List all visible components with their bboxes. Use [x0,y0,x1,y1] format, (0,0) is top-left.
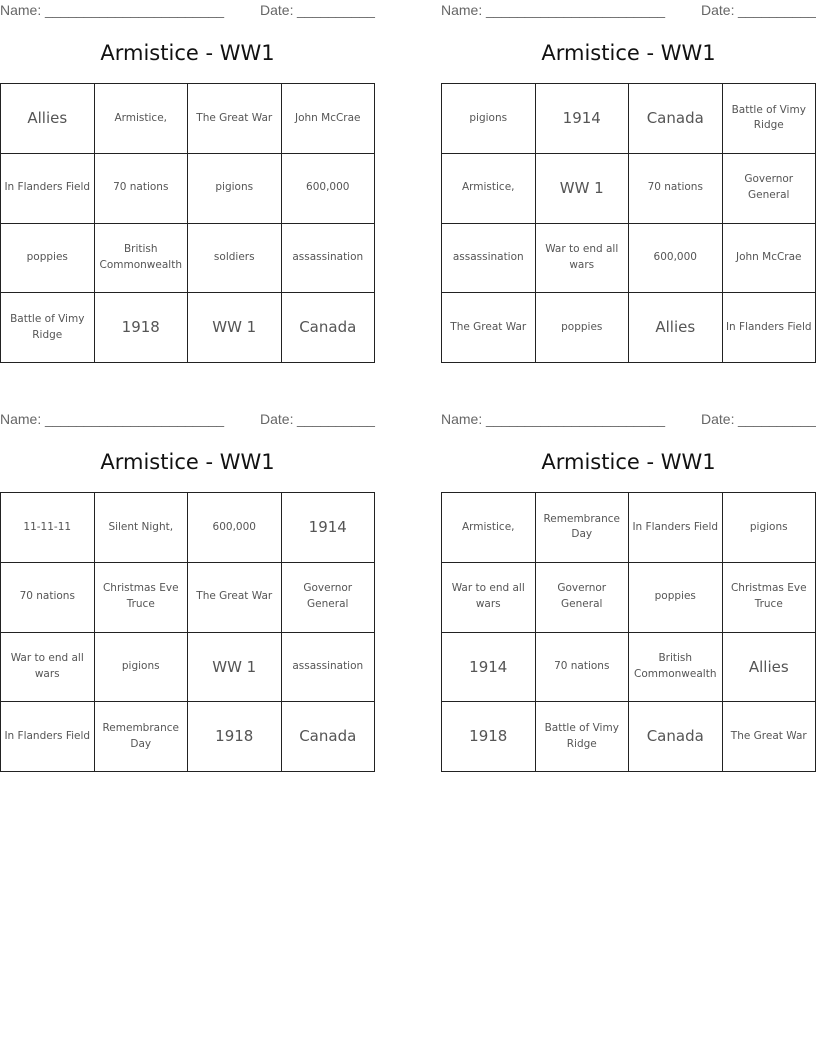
bingo-cell: poppies [629,563,723,633]
bingo-cell: Remembrance Day [95,702,189,772]
bingo-cell: Canada [629,84,723,154]
bingo-cell: WW 1 [188,293,282,363]
bingo-cell: Governor General [282,563,376,633]
bingo-cell: 70 nations [95,154,189,224]
bingo-cell: British Commonwealth [95,224,189,294]
bingo-cell: The Great War [723,702,816,772]
card-header [0,411,375,431]
bingo-cell: Battle of Vimy Ridge [536,702,630,772]
card-title: Armistice - WW1 [100,41,275,65]
name-field[interactable]: _______________________ [45,2,225,18]
bingo-cell: assassination [282,633,376,703]
bingo-cell: 1918 [442,702,536,772]
bingo-cell: 70 nations [1,563,95,633]
card-title: Armistice - WW1 [100,450,275,474]
card-header [441,2,816,22]
date-label: Date: [260,411,294,427]
bingo-cell: British Commonwealth [629,633,723,703]
bingo-cell: pigions [442,84,536,154]
bingo-cell: pigions [723,493,816,563]
bingo-cell: War to end all wars [1,633,95,703]
bingo-card-1 [0,0,375,380]
bingo-cell: Governor General [723,154,816,224]
bingo-cell: 600,000 [282,154,376,224]
bingo-cell: In Flanders Field [629,493,723,563]
bingo-cell: In Flanders Field [723,293,816,363]
name-label: Name: [441,411,483,427]
name-label: Name: [0,411,42,427]
bingo-card-3 [0,409,375,789]
bingo-cell: Armistice, [95,84,189,154]
bingo-cell: Armistice, [442,154,536,224]
bingo-cell: The Great War [188,563,282,633]
bingo-grid [441,492,816,772]
bingo-cell: 11-11-11 [1,493,95,563]
date-label: Date: [701,2,735,18]
date-field[interactable]: __________ [738,411,816,427]
bingo-cell: Battle of Vimy Ridge [723,84,816,154]
bingo-cell: WW 1 [536,154,630,224]
date-label: Date: [260,2,294,18]
bingo-cell: Governor General [536,563,630,633]
bingo-grid [441,83,816,363]
date-field[interactable]: __________ [297,2,375,18]
bingo-cell: John McCrae [723,224,816,294]
bingo-cell: assassination [282,224,376,294]
bingo-card-4 [441,409,816,789]
card-title: Armistice - WW1 [541,450,716,474]
bingo-cell: War to end all wars [442,563,536,633]
bingo-cell: 1918 [188,702,282,772]
card-header [441,411,816,431]
bingo-cell: 1914 [282,493,376,563]
bingo-cell: War to end all wars [536,224,630,294]
card-header [0,2,375,22]
bingo-cell: 1914 [442,633,536,703]
bingo-cell: Armistice, [442,493,536,563]
bingo-card-2 [441,0,816,380]
bingo-grid [0,83,375,363]
date-field[interactable]: __________ [738,2,816,18]
bingo-grid [0,492,375,772]
bingo-cell: John McCrae [282,84,376,154]
bingo-cell: WW 1 [188,633,282,703]
bingo-cell: poppies [536,293,630,363]
bingo-cell: pigions [188,154,282,224]
bingo-cell: 70 nations [629,154,723,224]
bingo-cell: Allies [723,633,816,703]
bingo-cell: The Great War [188,84,282,154]
bingo-cell: poppies [1,224,95,294]
bingo-cell: 70 nations [536,633,630,703]
bingo-cell: Canada [282,702,376,772]
bingo-cell: In Flanders Field [1,702,95,772]
bingo-cell: Christmas Eve Truce [723,563,816,633]
bingo-cell: Canada [629,702,723,772]
bingo-cell: In Flanders Field [1,154,95,224]
card-title: Armistice - WW1 [541,41,716,65]
bingo-cell: 600,000 [629,224,723,294]
bingo-cell: soldiers [188,224,282,294]
bingo-cell: Allies [629,293,723,363]
name-field[interactable]: _______________________ [486,411,666,427]
bingo-cell: assassination [442,224,536,294]
bingo-cell: 1914 [536,84,630,154]
name-label: Name: [441,2,483,18]
bingo-cell: Battle of Vimy Ridge [1,293,95,363]
bingo-cell: Allies [1,84,95,154]
name-field[interactable]: _______________________ [45,411,225,427]
bingo-cell: pigions [95,633,189,703]
bingo-cell: Silent Night, [95,493,189,563]
name-label: Name: [0,2,42,18]
date-label: Date: [701,411,735,427]
bingo-cell: 1918 [95,293,189,363]
bingo-cell: The Great War [442,293,536,363]
bingo-cell: 600,000 [188,493,282,563]
bingo-cell: Christmas Eve Truce [95,563,189,633]
bingo-cell: Canada [282,293,376,363]
bingo-cell: Remembrance Day [536,493,630,563]
name-field[interactable]: _______________________ [486,2,666,18]
date-field[interactable]: __________ [297,411,375,427]
